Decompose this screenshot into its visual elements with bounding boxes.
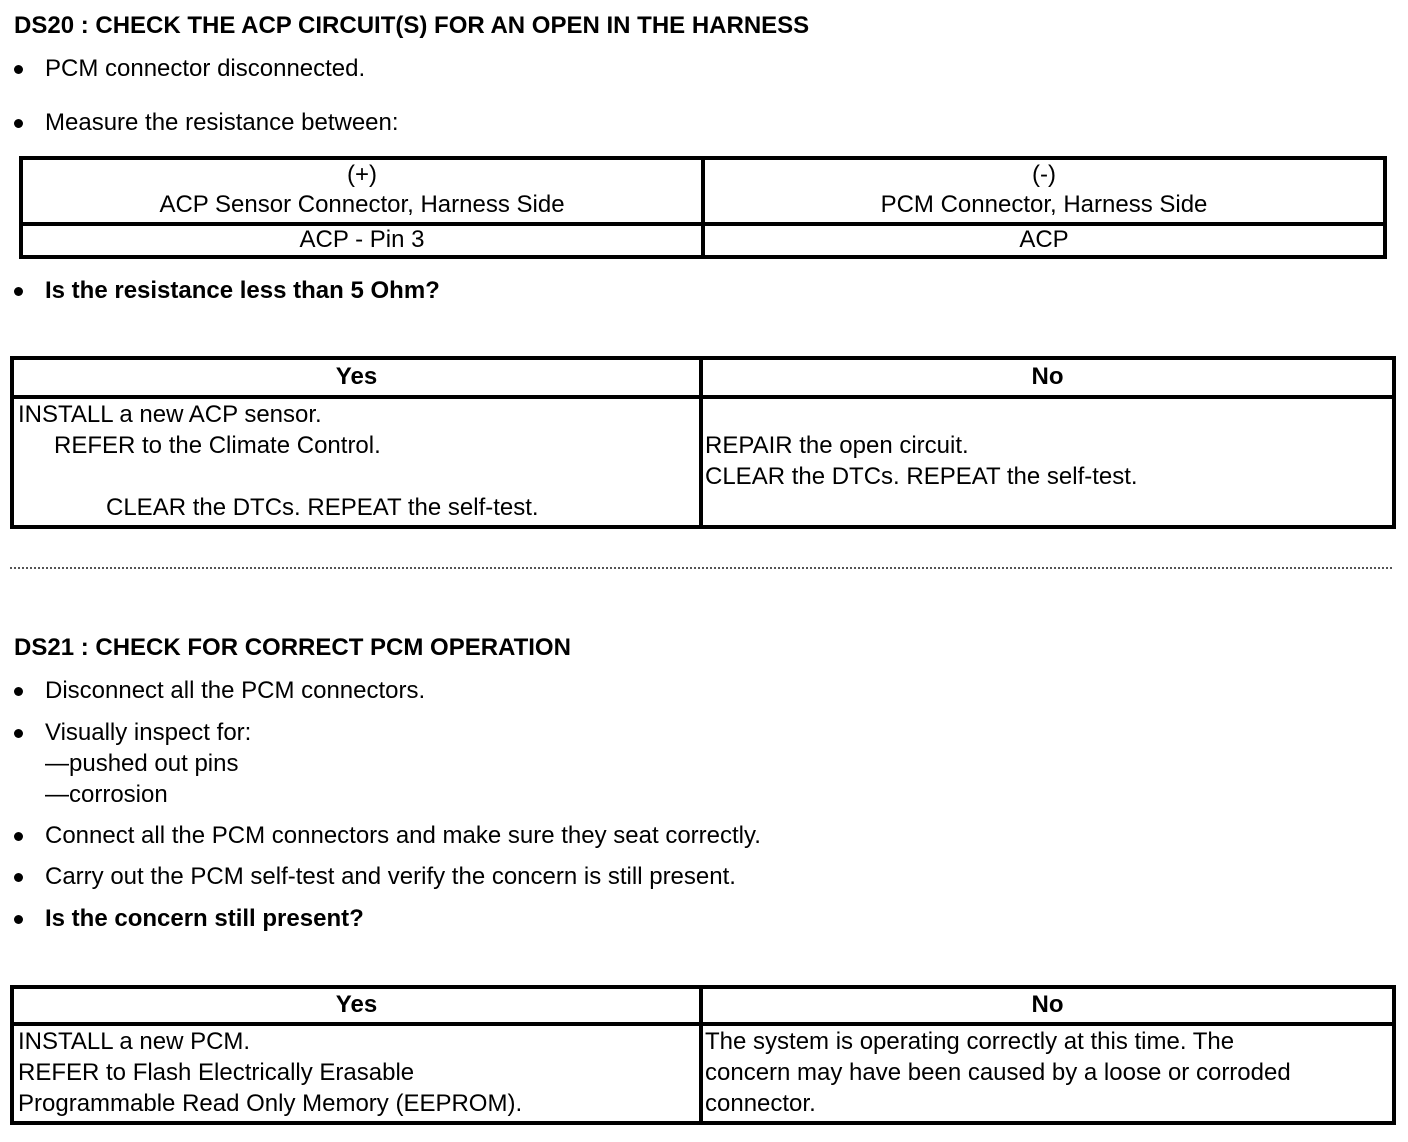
no-line-1: The system is operating correctly at this time. The [705, 1028, 1235, 1055]
no-line-2: concern may have been caused by a loose or corroded [705, 1059, 1291, 1086]
section-divider [10, 567, 1392, 569]
measure-table-header-row [21, 158, 1385, 224]
yes-header: Yes [12, 987, 701, 1024]
bullet-dot [14, 65, 23, 74]
bullet-dot [14, 832, 23, 841]
inspect-item-pushed-out-pins: —pushed out pins [45, 750, 239, 777]
negative-label: PCM Connector, Harness Side [880, 191, 1208, 218]
ds20-title: DS20 : CHECK THE ACP CIRCUIT(S) FOR AN OPEN IN THE HARNESS [14, 12, 810, 39]
yes-cell [12, 397, 701, 527]
yes-line-3: Programmable Read Only Memory (EEPROM). [18, 1090, 523, 1117]
yes-cell [12, 1024, 701, 1123]
result-table-header-row [12, 358, 1394, 397]
no-cell [701, 397, 1394, 527]
ds20-question-text: Is the resistance less than 5 Ohm? [45, 277, 440, 304]
ds21-bullet-3-text: Connect all the PCM connectors and make sure they seat correctly. [45, 822, 761, 849]
yes-line-1: INSTALL a new ACP sensor. [18, 401, 322, 428]
no-cell [701, 1024, 1394, 1123]
bullet-dot [14, 873, 23, 882]
negative-symbol: (-) [1032, 161, 1056, 188]
result-table-body-row [12, 1024, 1394, 1123]
ds20-measure-table [19, 156, 1387, 259]
no-header: No [701, 358, 1394, 397]
no-line-3: connector. [705, 1090, 816, 1117]
ds21-bullet-4-text: Carry out the PCM self-test and verify the concern is still present. [45, 863, 736, 890]
result-table-header-row [12, 987, 1394, 1024]
bullet-dot [14, 119, 23, 128]
ds20-bullet-2-text: Measure the resistance between: [45, 109, 399, 136]
bullet-dot [14, 687, 23, 696]
ds21-result-table [10, 985, 1396, 1125]
measure-table-row-positive: ACP - Pin 3 [21, 224, 703, 257]
bullet-dot [14, 915, 23, 924]
yes-line-1: INSTALL a new PCM. [18, 1028, 251, 1055]
ds20-result-table [10, 356, 1396, 529]
ds21-bullet-2-text: Visually inspect for: [45, 719, 252, 746]
yes-line-2: REFER to Flash Electrically Erasable [18, 1059, 415, 1086]
measure-table-negative-header [703, 158, 1385, 224]
ds21-question-text: Is the concern still present? [45, 905, 364, 932]
bullet-dot [14, 287, 23, 296]
ds21-title: DS21 : CHECK FOR CORRECT PCM OPERATION [14, 634, 571, 661]
inspect-item-corrosion: —corrosion [45, 781, 168, 808]
yes-line-3: CLEAR the DTCs. REPEAT the self-test. [106, 494, 539, 521]
ds20-bullet-1-text: PCM connector disconnected. [45, 55, 366, 82]
bullet-dot [14, 729, 23, 738]
ds21-bullet-1-text: Disconnect all the PCM connectors. [45, 677, 426, 704]
positive-label: ACP Sensor Connector, Harness Side [159, 191, 565, 218]
no-line-1: REPAIR the open circuit. [705, 432, 969, 459]
measure-table-row-negative: ACP [703, 224, 1385, 257]
result-table-body-row [12, 397, 1394, 527]
measure-table-row [21, 224, 1385, 257]
measure-table-positive-header [21, 158, 703, 224]
no-header: No [701, 987, 1394, 1024]
yes-line-2: REFER to the Climate Control. [54, 432, 381, 459]
no-line-2: CLEAR the DTCs. REPEAT the self-test. [705, 463, 1138, 490]
positive-symbol: (+) [347, 161, 377, 188]
yes-header: Yes [12, 358, 701, 397]
